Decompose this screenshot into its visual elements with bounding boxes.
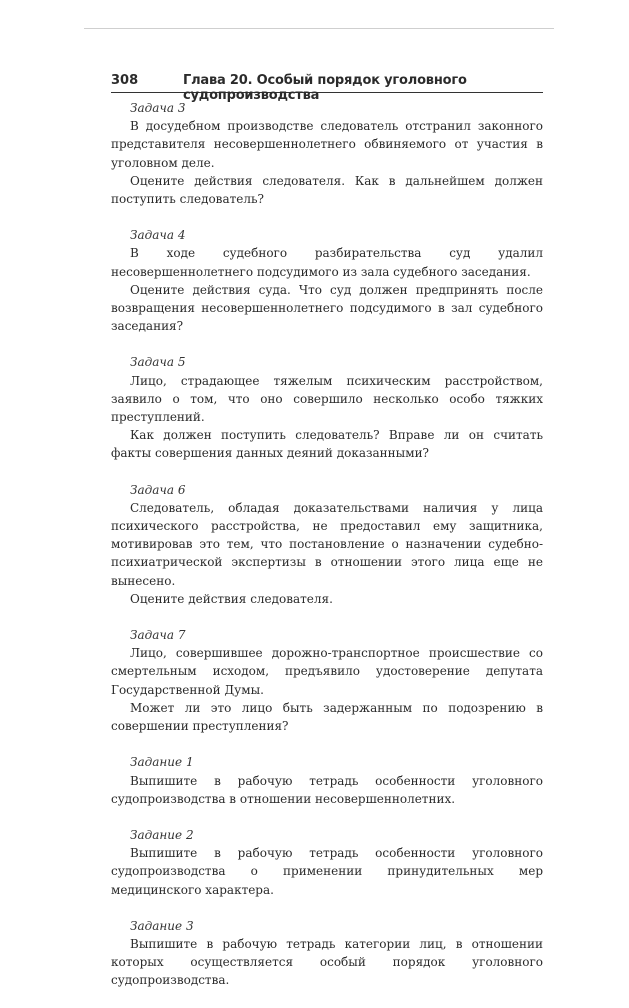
task-heading: Задание 1 bbox=[130, 755, 194, 770]
task-paragraph: Может ли это лицо быть задержанным по подозрению в совершении преступления? bbox=[111, 700, 543, 734]
task-paragraph: Следователь, обладая доказательствами наличия у лица психического расстройства, не предоставил ему защитника, мотивировав это тем, что постановление о назначении судебно-психиатрической экспертизы в отношении этого лица еще не вынесено. bbox=[111, 500, 543, 588]
task-block bbox=[111, 226, 543, 335]
task-heading: Задача 5 bbox=[130, 355, 186, 370]
task-heading: Задача 4 bbox=[130, 228, 186, 243]
page-content bbox=[111, 99, 543, 1008]
task-block bbox=[111, 481, 543, 608]
task-paragraph: Оцените действия следователя. Как в дальнейшем должен поступить следователь? bbox=[111, 173, 543, 207]
task-paragraph: Оцените действия следователя. bbox=[130, 591, 333, 606]
task-heading: Задание 3 bbox=[130, 918, 194, 933]
task-paragraph: Как должен поступить следователь? Вправе ли он считать факты совершения данных деяний доказанными? bbox=[111, 428, 543, 461]
task-block bbox=[111, 826, 543, 899]
task-block bbox=[111, 753, 543, 808]
chapter-title: Глава 20. Особый порядок уголовного судопроизводства bbox=[183, 73, 467, 103]
running-header bbox=[111, 70, 543, 103]
task-block bbox=[111, 626, 543, 735]
task-heading: Задание 2 bbox=[130, 827, 194, 842]
task-paragraph: Лицо, страдающее тяжелым психическим расстройством, заявило о том, что оно совершило несколько особо тяжких преступлений. bbox=[111, 373, 543, 425]
task-paragraph: Выпишите в рабочую тетрадь особенности уголовного судопроизводства о применении принудительных мер медицинского характера. bbox=[111, 846, 543, 897]
task-paragraph: В ходе судебного разбирательства суд удалил несовершеннолетнего подсудимого из зала судебного заседания. bbox=[111, 246, 543, 279]
task-block bbox=[111, 917, 543, 990]
task-paragraph: Выпишите в рабочую тетрадь категории лиц, в отношении которых осуществляется особый порядок уголовного судопроизводства. bbox=[111, 936, 543, 988]
task-block bbox=[111, 99, 543, 208]
task-heading: Задача 6 bbox=[130, 482, 186, 497]
task-paragraph: В досудебном производстве следователь отстранил законного представителя несовершеннолетнего обвиняемого от участия в уголовном деле. bbox=[111, 119, 543, 170]
task-heading: Задача 7 bbox=[130, 628, 186, 643]
task-paragraph: Лицо, совершившее дорожно-транспортное происшествие со смертельным исходом, предъявило удостоверение депутата Государственной Думы. bbox=[111, 646, 543, 697]
task-paragraph: Выпишите в рабочую тетрадь особенности уголовного судопроизводства в отношении несовершеннолетних. bbox=[111, 773, 543, 806]
task-block bbox=[111, 353, 543, 462]
top-rule bbox=[84, 28, 554, 29]
task-paragraph: Оцените действия суда. Что суд должен предпринять после возвращения несовершеннолетнего подсудимого в зал судебного заседания? bbox=[111, 282, 543, 334]
page-number: 308 bbox=[111, 73, 139, 88]
task-heading: Задача 3 bbox=[130, 101, 186, 115]
